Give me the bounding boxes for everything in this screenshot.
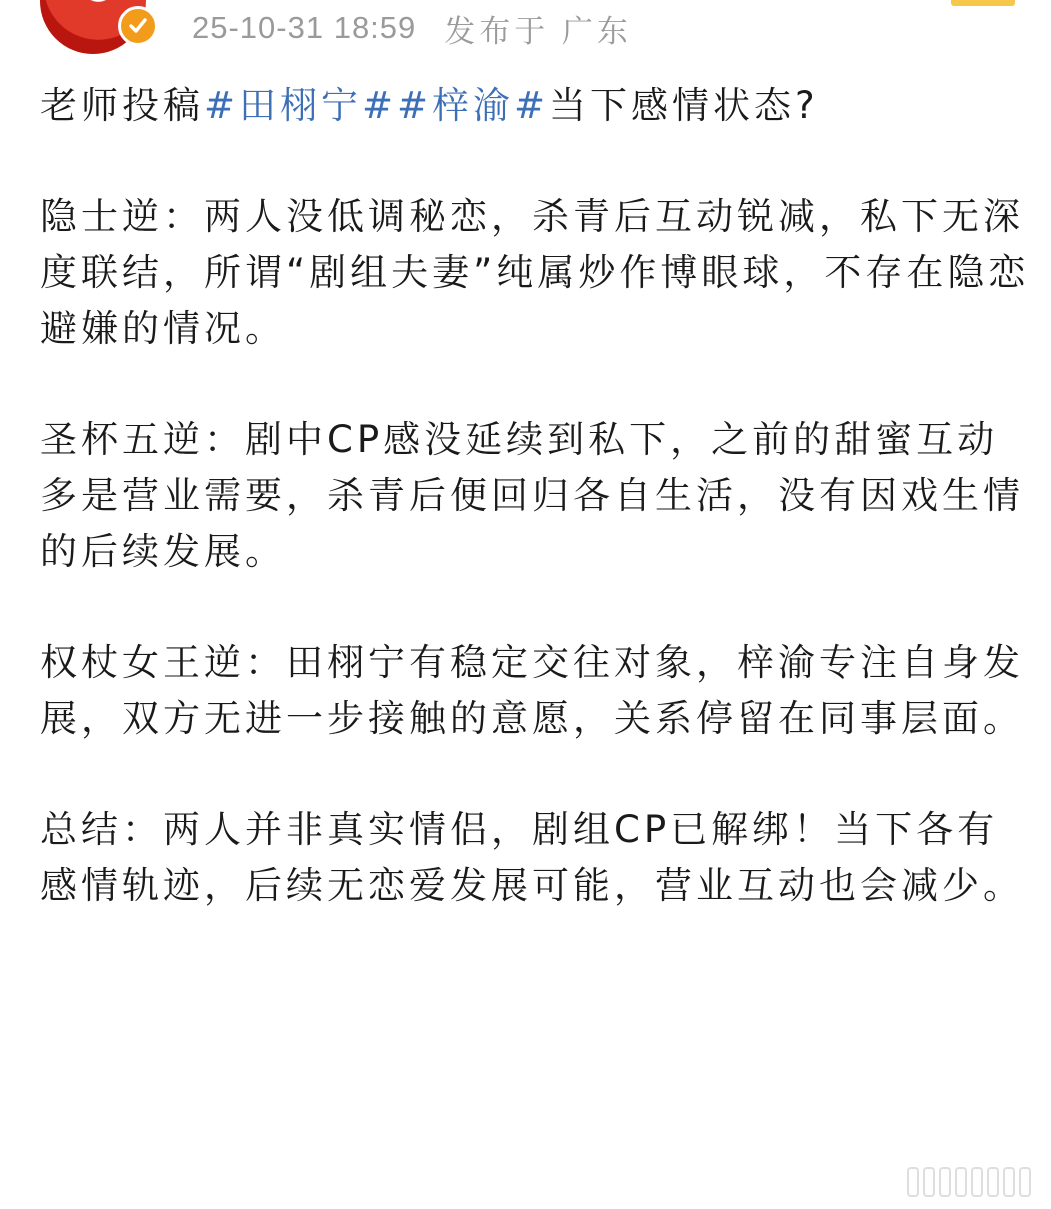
top-tab-indicator bbox=[951, 0, 1015, 6]
post-paragraph: 权杖女王逆：田栩宁有稳定交往对象，梓渝专注自身发展，双方无进一步接触的意愿，关系停留在同事层面。 bbox=[40, 641, 1024, 740]
post-paragraph: 圣杯五逆：剧中CP感没延续到私下，之前的甜蜜互动多是营业需要，杀青后便回归各自生活，没有因戏生情的后续发展。 bbox=[40, 418, 1024, 573]
hashtag-link[interactable]: #梓渝# bbox=[397, 84, 550, 127]
post-meta bbox=[192, 6, 632, 50]
post-body bbox=[40, 78, 1030, 969]
post-title-prefix: 老师投稿 bbox=[40, 84, 204, 127]
post-title bbox=[40, 78, 1030, 134]
watermark-icon bbox=[907, 1167, 1031, 1197]
post-timestamp: 25-10-31 18:59 bbox=[192, 10, 417, 45]
post-paragraph: 隐士逆：两人没低调秘恋，杀青后互动锐减，私下无深度联结，所谓“剧组夫妻”纯属炒作博眼球，不存在隐恋避嫌的情况。 bbox=[40, 195, 1030, 350]
hashtag-link[interactable]: #田栩宁# bbox=[204, 84, 398, 127]
post-location: 发布于 广东 bbox=[444, 13, 632, 49]
post-paragraph: 总结：两人并非真实情侣，剧组CP已解绑！当下各有感情轨迹，后续无恋爱发展可能，营业互动也会减少。 bbox=[40, 808, 1024, 907]
post-title-suffix: 当下感情状态? bbox=[549, 84, 819, 127]
post-header bbox=[0, 0, 1051, 60]
verified-check-icon bbox=[118, 6, 158, 46]
